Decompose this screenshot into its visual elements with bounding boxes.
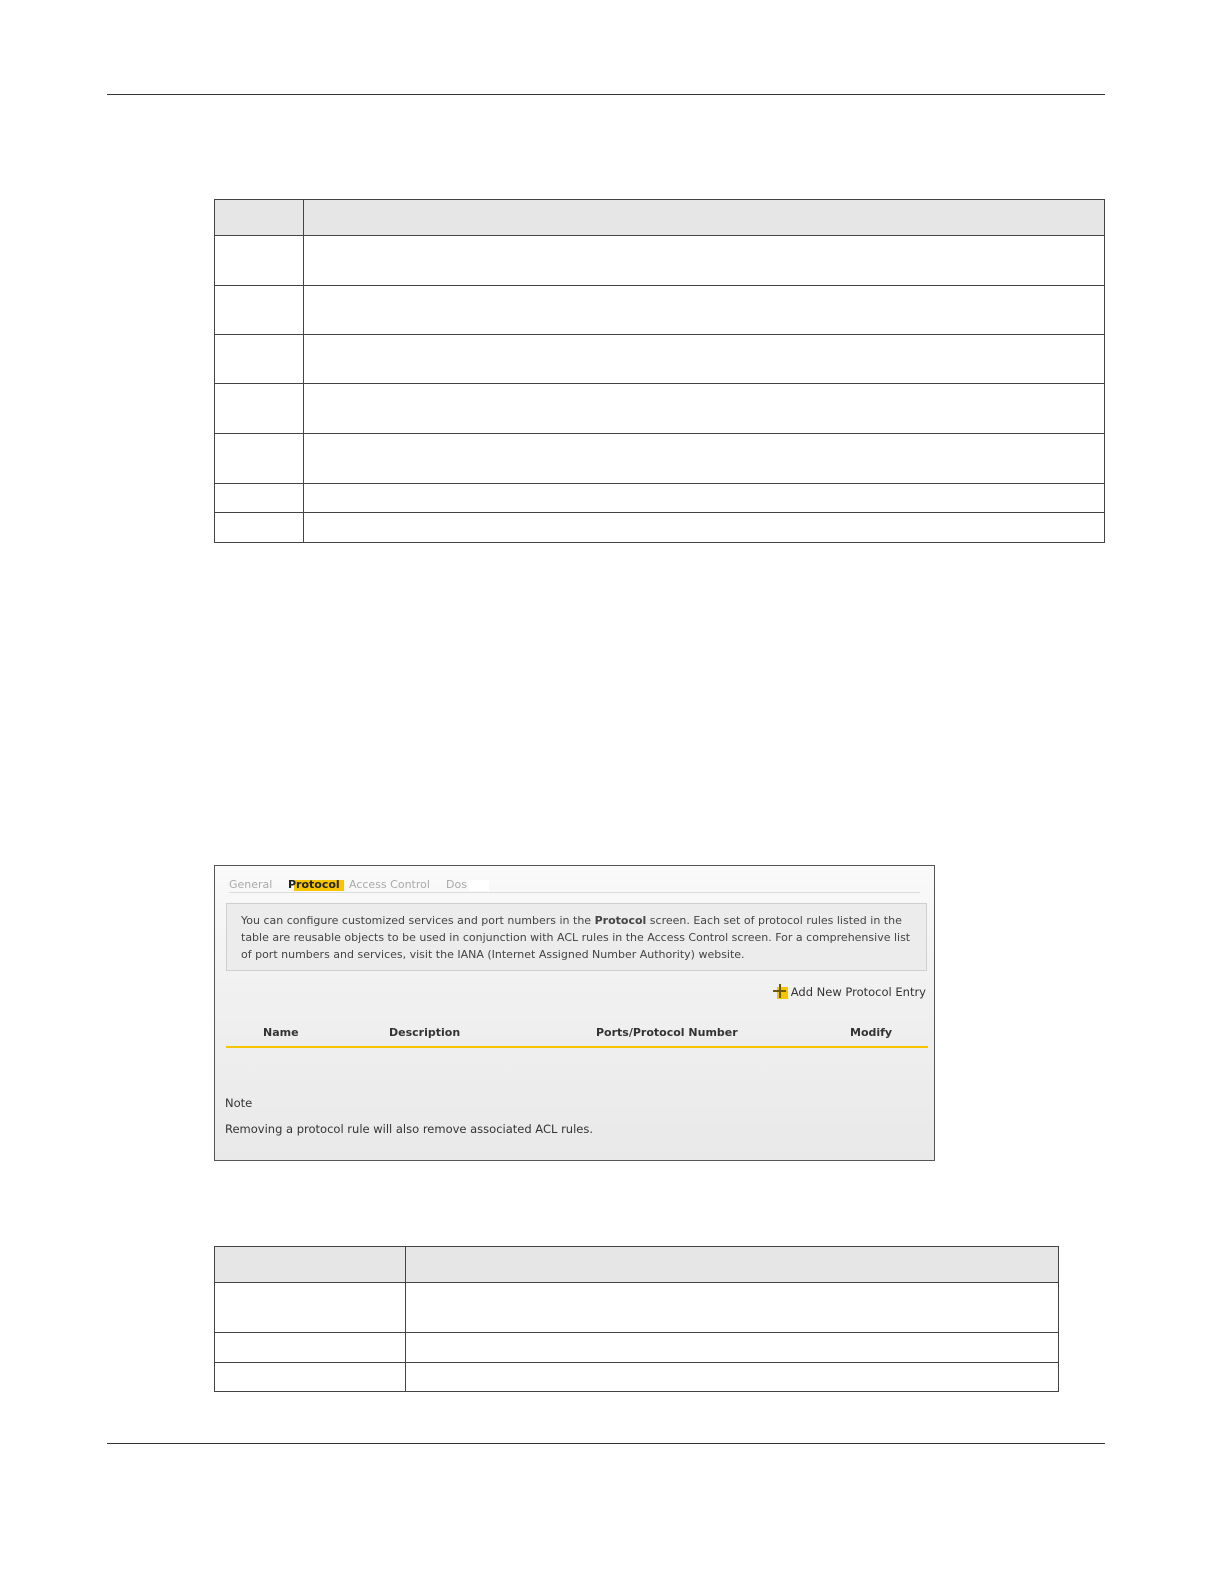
table-cell: [215, 513, 304, 543]
tab-access-control[interactable]: Access Control: [349, 878, 430, 891]
header-cell: [215, 200, 304, 236]
tab-dos[interactable]: [446, 878, 489, 892]
info-bold: Protocol: [594, 914, 647, 927]
table-cell: [304, 513, 1105, 543]
table-row: [215, 434, 1105, 484]
table-cell: [406, 1283, 1059, 1333]
table-header-row: [215, 1247, 1059, 1283]
info-line-3: of port numbers and services, visit the IANA (Internet Assigned Number Authority) website.: [241, 948, 745, 961]
table-cell: [215, 1333, 406, 1363]
table-cell: [304, 286, 1105, 335]
lower-table: [214, 1246, 1059, 1392]
table-cell: [304, 335, 1105, 384]
tab-protocol-label: Protocol: [288, 878, 340, 891]
table-cell: [406, 1333, 1059, 1363]
table-cell: [304, 236, 1105, 286]
info-line-1: [241, 912, 912, 929]
table-cell: [215, 384, 304, 434]
table-cell: [215, 1283, 406, 1333]
tab-bar: [229, 878, 920, 893]
table-header-row: [215, 200, 1105, 236]
table-cell: [215, 484, 304, 513]
header-cell: [304, 200, 1105, 236]
column-ports: Ports/Protocol Number: [596, 1026, 738, 1039]
table-cell: [215, 1363, 406, 1392]
table-row: [215, 384, 1105, 434]
table-row: [215, 1333, 1059, 1363]
add-new-protocol-entry-button[interactable]: [773, 984, 926, 999]
table-cell: [406, 1363, 1059, 1392]
info-line-2: table are reusable objects to be used in conjunction with ACL rules in the Access Control screen. For a comprehensive list: [241, 931, 911, 944]
table-cell: [215, 236, 304, 286]
info-text: You can configure customized services and port numbers in the: [241, 914, 595, 927]
table-cell: [304, 384, 1105, 434]
table-cell: [304, 484, 1105, 513]
table-row: [215, 484, 1105, 513]
tab-dos-pad: [469, 880, 489, 891]
protocol-table-header: [226, 1024, 928, 1048]
table-cell: [215, 286, 304, 335]
tab-general[interactable]: General: [229, 878, 273, 891]
column-description: Description: [389, 1026, 461, 1039]
table-cell: [304, 434, 1105, 484]
table-row: [215, 1283, 1059, 1333]
plus-icon: [773, 984, 788, 999]
table-cell: [215, 434, 304, 484]
footer-rule: [107, 1443, 1105, 1444]
tab-protocol[interactable]: [288, 878, 340, 892]
tab-dos-label: Dos: [446, 878, 467, 891]
column-modify: Modify: [850, 1026, 893, 1039]
table-cell: [215, 335, 304, 384]
header-cell: [215, 1247, 406, 1283]
table-row: [215, 1363, 1059, 1392]
info-text: screen. Each set of protocol rules listed in the: [646, 914, 902, 927]
header-rule: [107, 94, 1105, 95]
column-name: Name: [263, 1026, 299, 1039]
table-row: [215, 513, 1105, 543]
protocol-screenshot: [214, 865, 935, 1161]
info-box: [226, 903, 927, 971]
table-row: [215, 236, 1105, 286]
add-button-label: Add New Protocol Entry: [790, 984, 926, 999]
table-row: [215, 335, 1105, 384]
table-row: [215, 286, 1105, 335]
header-cell: [406, 1247, 1059, 1283]
note-text: Removing a protocol rule will also remove associated ACL rules.: [225, 1122, 593, 1136]
upper-table: [214, 199, 1105, 543]
note-title: Note: [225, 1096, 253, 1110]
